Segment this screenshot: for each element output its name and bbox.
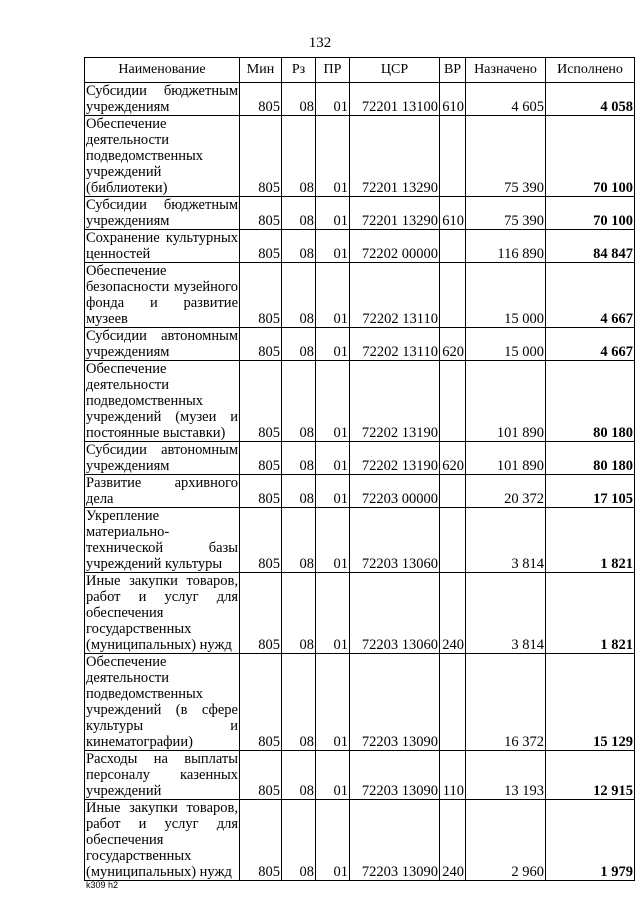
cell-vr: 610	[440, 83, 466, 116]
cell-csr: 72203 13060	[350, 573, 440, 654]
cell-min: 805	[240, 475, 282, 508]
cell-assigned: 15 000	[466, 328, 546, 361]
cell-rz: 08	[282, 573, 316, 654]
cell-assigned: 15 000	[466, 263, 546, 328]
cell-name: Субсидии бюджетным учреждениям	[86, 197, 238, 229]
cell-name: Обеспечение безопасности музейного фонда и развитие музеев	[86, 263, 238, 327]
table-row	[85, 263, 635, 328]
cell-name: Обеспечение деятельности подведомственных учреждений (в сфере культуры и кинематографии)	[86, 654, 238, 750]
cell-assigned: 4 605	[466, 83, 546, 116]
budget-table	[84, 57, 635, 881]
cell-csr: 72201 13290	[350, 197, 440, 230]
cell-executed: 1 821	[546, 573, 635, 654]
cell-csr: 72202 13110	[350, 263, 440, 328]
table-row	[85, 800, 635, 881]
table-row	[85, 116, 635, 197]
table-row	[85, 573, 635, 654]
cell-vr	[440, 508, 466, 573]
cell-name: Обеспечение деятельности подведомственных учреждений (библиотеки)	[85, 116, 240, 197]
cell-pr: 01	[316, 573, 350, 654]
cell-pr: 01	[316, 361, 350, 442]
cell-executed: 4 058	[546, 83, 635, 116]
cell-executed: 4 667	[546, 263, 635, 328]
cell-rz: 08	[282, 263, 316, 328]
cell-name: Сохранение культурных ценностей	[86, 230, 238, 262]
cell-name: Субсидии автономным учреждениям	[86, 328, 238, 360]
header-rz: Рз	[282, 58, 316, 83]
cell-executed: 17 105	[546, 475, 635, 508]
cell-vr	[440, 230, 466, 263]
table-row	[85, 654, 635, 751]
cell-rz: 08	[282, 230, 316, 263]
cell-csr: 72202 13110	[350, 328, 440, 361]
page-number: 132	[308, 35, 332, 51]
cell-rz: 08	[282, 751, 316, 800]
table-row	[85, 197, 635, 230]
cell-assigned: 2 960	[466, 800, 546, 881]
cell-csr: 72202 13190	[350, 442, 440, 475]
table-row	[85, 328, 635, 361]
cell-vr: 620	[440, 328, 466, 361]
cell-name: Обеспечение деятельности подведомственных учреждений (музеи и постоянные выставки)	[86, 361, 238, 441]
cell-min: 805	[240, 361, 282, 442]
cell-assigned: 116 890	[466, 230, 546, 263]
cell-executed: 1 979	[546, 800, 635, 881]
cell-executed: 70 100	[546, 116, 635, 197]
header-name: Наименование	[85, 58, 240, 83]
cell-rz: 08	[282, 654, 316, 751]
cell-name: Развитие архивного дела	[86, 475, 238, 507]
cell-min: 805	[240, 263, 282, 328]
cell-executed: 1 821	[546, 508, 635, 573]
cell-min: 805	[240, 800, 282, 881]
table-row	[85, 230, 635, 263]
cell-rz: 08	[282, 116, 316, 197]
cell-assigned: 16 372	[466, 654, 546, 751]
cell-min: 805	[240, 230, 282, 263]
cell-vr: 620	[440, 442, 466, 475]
table-row	[85, 361, 635, 442]
cell-csr: 72201 13100	[350, 83, 440, 116]
cell-vr: 240	[440, 800, 466, 881]
cell-pr: 01	[316, 475, 350, 508]
cell-assigned: 101 890	[466, 442, 546, 475]
cell-pr: 01	[316, 654, 350, 751]
cell-vr	[440, 263, 466, 328]
cell-min: 805	[240, 197, 282, 230]
footer-code: k309 h2	[86, 880, 119, 890]
cell-rz: 08	[282, 361, 316, 442]
table-body	[85, 83, 635, 881]
cell-min: 805	[240, 654, 282, 751]
cell-name: Субсидии автономным учреждениям	[86, 442, 238, 474]
cell-pr: 01	[316, 230, 350, 263]
cell-csr: 72203 13060	[350, 508, 440, 573]
cell-csr: 72202 00000	[350, 230, 440, 263]
cell-vr	[440, 116, 466, 197]
cell-vr: 240	[440, 573, 466, 654]
cell-name: Укрепление материально-технической базы учреждений культуры	[86, 508, 238, 572]
cell-min: 805	[240, 328, 282, 361]
cell-name: Иные закупки товаров, работ и услуг для обеспечения государственных (муниципальных) нужд	[86, 573, 238, 653]
cell-executed: 4 667	[546, 328, 635, 361]
cell-rz: 08	[282, 197, 316, 230]
cell-min: 805	[240, 751, 282, 800]
cell-min: 805	[240, 442, 282, 475]
cell-rz: 08	[282, 800, 316, 881]
header-executed: Исполнено	[546, 58, 635, 83]
cell-assigned: 13 193	[466, 751, 546, 800]
cell-executed: 70 100	[546, 197, 635, 230]
header-min: Мин	[240, 58, 282, 83]
cell-vr	[440, 361, 466, 442]
cell-rz: 08	[282, 508, 316, 573]
table-row	[85, 751, 635, 800]
cell-pr: 01	[316, 442, 350, 475]
cell-csr: 72203 13090	[350, 654, 440, 751]
cell-vr: 110	[440, 751, 466, 800]
table-row	[85, 508, 635, 573]
header-vr: ВР	[440, 58, 466, 83]
table-row	[85, 442, 635, 475]
cell-rz: 08	[282, 475, 316, 508]
cell-assigned: 101 890	[466, 361, 546, 442]
cell-executed: 80 180	[546, 442, 635, 475]
cell-assigned: 3 814	[466, 508, 546, 573]
table-row	[85, 475, 635, 508]
cell-csr: 72203 00000	[350, 475, 440, 508]
cell-name: Субсидии бюджетным учреждениям	[86, 83, 238, 115]
header-pr: ПР	[316, 58, 350, 83]
cell-pr: 01	[316, 83, 350, 116]
cell-min: 805	[240, 116, 282, 197]
cell-rz: 08	[282, 83, 316, 116]
cell-min: 805	[240, 573, 282, 654]
cell-name: Расходы на выплаты персоналу казенных учреждений	[86, 751, 238, 799]
cell-executed: 80 180	[546, 361, 635, 442]
cell-pr: 01	[316, 116, 350, 197]
table-row	[85, 83, 635, 116]
cell-assigned: 75 390	[466, 116, 546, 197]
header-assigned: Назначено	[466, 58, 546, 83]
cell-csr: 72203 13090	[350, 751, 440, 800]
cell-pr: 01	[316, 263, 350, 328]
cell-pr: 01	[316, 751, 350, 800]
cell-assigned: 20 372	[466, 475, 546, 508]
cell-executed: 15 129	[546, 654, 635, 751]
cell-csr: 72203 13090	[350, 800, 440, 881]
cell-vr: 610	[440, 197, 466, 230]
cell-assigned: 3 814	[466, 573, 546, 654]
cell-assigned: 75 390	[466, 197, 546, 230]
cell-pr: 01	[316, 508, 350, 573]
table-header-row	[85, 58, 635, 83]
cell-rz: 08	[282, 442, 316, 475]
cell-min: 805	[240, 508, 282, 573]
cell-vr	[440, 654, 466, 751]
cell-pr: 01	[316, 800, 350, 881]
header-csr: ЦСР	[350, 58, 440, 83]
cell-min: 805	[240, 83, 282, 116]
cell-rz: 08	[282, 328, 316, 361]
cell-vr	[440, 475, 466, 508]
cell-name: Иные закупки товаров, работ и услуг для обеспечения государственных (муниципальных) нужд	[86, 800, 238, 880]
cell-pr: 01	[316, 197, 350, 230]
cell-csr: 72201 13290	[350, 116, 440, 197]
cell-csr: 72202 13190	[350, 361, 440, 442]
cell-executed: 84 847	[546, 230, 635, 263]
cell-executed: 12 915	[546, 751, 635, 800]
cell-pr: 01	[316, 328, 350, 361]
